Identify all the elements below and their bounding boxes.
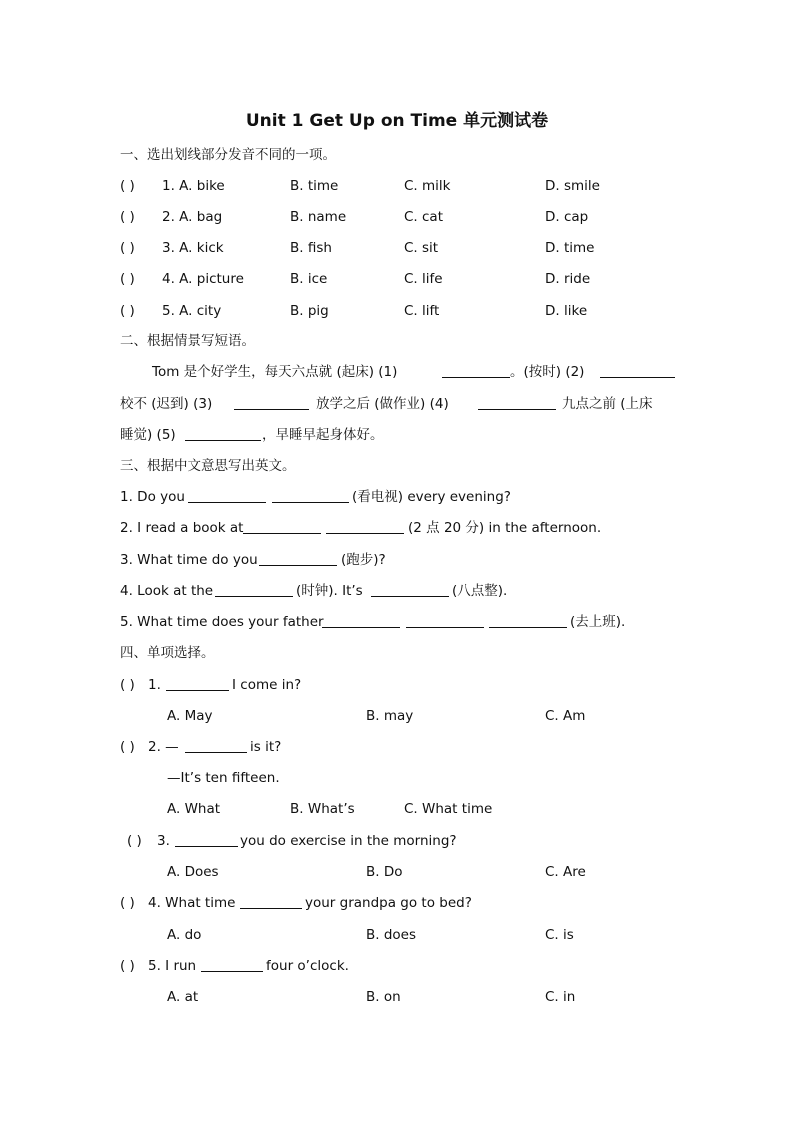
answer-blank[interactable] bbox=[272, 488, 349, 503]
answer-blank[interactable] bbox=[175, 832, 238, 847]
answer-blank[interactable] bbox=[326, 519, 404, 534]
answer-blank[interactable] bbox=[489, 613, 567, 628]
answer-blank[interactable] bbox=[234, 395, 309, 410]
answer-blank[interactable] bbox=[201, 957, 263, 972]
answer-blank[interactable] bbox=[478, 395, 556, 410]
answer-blank[interactable] bbox=[243, 519, 321, 534]
answer-blank[interactable] bbox=[371, 582, 449, 597]
page-title: Unit 1 Get Up on Time 单元测试卷 bbox=[245, 111, 549, 131]
answer-blank[interactable] bbox=[215, 582, 293, 597]
answer-blank[interactable] bbox=[240, 894, 302, 909]
answer-blank[interactable] bbox=[259, 551, 337, 566]
answer-blank[interactable] bbox=[322, 613, 400, 628]
answer-blank[interactable] bbox=[406, 613, 484, 628]
answer-blank[interactable] bbox=[185, 426, 261, 441]
answer-blank[interactable] bbox=[442, 363, 510, 378]
worksheet-page: Unit 1 Get Up on Time 单元测试卷 一、选出划线部分发音不同的一项。 ( ) 1. A. bike B. time C. milk D. smile ( ) 2. A. bag B. name C. cat D. cap ( ) 3. A. kick B. fish C. sit D. time ( ) 4. A. picture B. ice C. life D. ride ( ) 5. A. city B. pig C. lift D. like 二、根据情景写短语。 Tom 是个好学生，每天六点就 (起床) (1) 。(按时) (2) 校不 (迟到) (3) 放学之后 (做作业) (4) 九点之前 (上床 睡觉) (5) ，早睡早起身体好。 三、根据中文意思写出英文。 1. Do you (看电视) every evening? 2. I read a book at (2 点 20 分) in the afternoon. 3. What time do you (跑步)? 4. Look at the (时钟). It’s (八点整). 5. What time does your father (去上班). 四、单项选择。 ( ) 1. I come in? A. May B. may C. Am ( ) 2. — is it? —It’s ten fifteen. A. What B. What’s C. What time ( ) 3. you do exercise in the morning? A. Does B. Do C. Are ( ) 4. What time your grandpa go to bed? A. do B. does C. is ( ) 5. I run four o’clock. A. at B. on C. in bbox=[0, 0, 794, 1123]
answer-blank[interactable] bbox=[188, 488, 266, 503]
answer-blank[interactable] bbox=[600, 363, 675, 378]
answer-blank[interactable] bbox=[166, 676, 229, 691]
answer-blank[interactable] bbox=[185, 738, 247, 753]
